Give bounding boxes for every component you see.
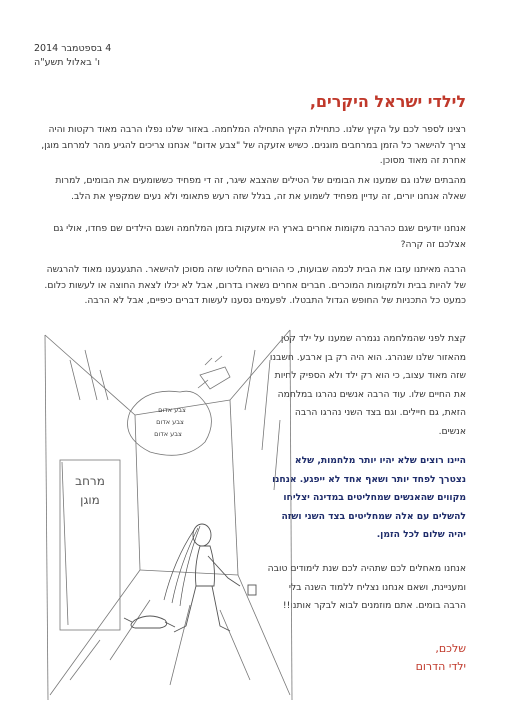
hebrew-date: ו' באלול תשע"ה <box>34 57 100 68</box>
gregorian-date: 4 בספטמבר 2014 <box>34 43 112 54</box>
paragraph-summer: רצינו לספר לכם על הקיץ שלנו. כתחילת הקיץ התחילה המלחמה. באזור שלנו נפלו הרבה מאוד רקטות והיה צריך להישאר כל הזמן במרחבים מוגנים. כשיש אזעקה של "צבע אדום" אנחנו צריכים להגיע מהר למרחב מוגן, אחרת זה מאוד מסוכן. <box>41 124 466 166</box>
bubble-text-2: צבע אדום <box>156 418 184 426</box>
paragraph-left-home: הרבה מאיתנו עזבו את הבית לכמה שבועות, כי ההורים החליטו שזה מסוכן להישאר. התגעגענו מאוד להרגשה של להיות בבית ולמקומות המוכרים. חברים אחרים נשארו בדרום, אבל לא יכלו לצאת החוצה או לעשות כלום. כמעט כל התכניות של החופש הגדול התבטלו. לפעמים נסענו לעשות דברים כיפיים, אבל לא הרבה. <box>44 264 466 306</box>
paragraph-school-year: אנחנו מאחלים לכם שתהיה לכם שנת לימודים טובה ומעניינת, ושאם אנחנו נצליח ללמוד השנה בלי הרבה בומים. אתם מוזמנים לבוא לבקר אותנו!! <box>267 563 466 611</box>
paragraph-peace-wish: היינו רוצים שלא יהיו יותר מלחמות, שלא נצטרך לפחד יותר ושאף אחד לא ייפגע. אנחנו מקווים שהאנשים שמחליטים במדינה יצליחו להשלים עם אלה שמחליטים בצד השני ושזה יהיה שלום לכל הזמן. <box>272 455 466 540</box>
letter-title: לילדי ישראל היקרים, <box>309 92 466 111</box>
paragraph-child-killed: קצת לפני שהמלחמה נגמרה שמענו על ילד קטן מהאזור שלנו שנהרג. הוא היה רק בן ארבע. חשבנו שזה מאוד עצוב, כי הוא רק ילד ולא הספיק לחיות את החיים שלו. עוד הרבה אנשים נהרגו במלחמה הזאת, גם חיילים. וגם בצד השני נהרגו הרבה אנשים. <box>269 333 466 437</box>
door-sign-line2: מוגן <box>80 493 100 507</box>
bubble-text-3: צבע אדום <box>154 430 182 438</box>
paragraph-booms: מהבתים שלנו גם שמענו את הבומים של הטילים שהצבא שיגר, זה די מפחיד כששומעים את הבומים, למרות שאלה אנחנו יורים, זה עדיין מפחיד לשמוע את זה, בגלל שזה רעש פתאומי ולא נעים שמקפיץ את הלב. <box>55 175 466 202</box>
date-block <box>34 42 234 70</box>
paragraph-other-places: אנחנו יודעים שגם כהרבה מקומות אחרים בארץ היו אזעקות בזמן המלחמה ושגם הילדים שם פחדו, אולי גם אצלכם זה קרה? <box>53 223 466 250</box>
bubble-text-1: צבע אדום <box>158 406 186 414</box>
signature-name: ילדי הדרום <box>415 660 466 673</box>
signature-closing: שלכם, <box>435 642 466 655</box>
door-sign-line1: מרחב <box>75 474 105 488</box>
child-drawing-shelter <box>40 320 298 705</box>
